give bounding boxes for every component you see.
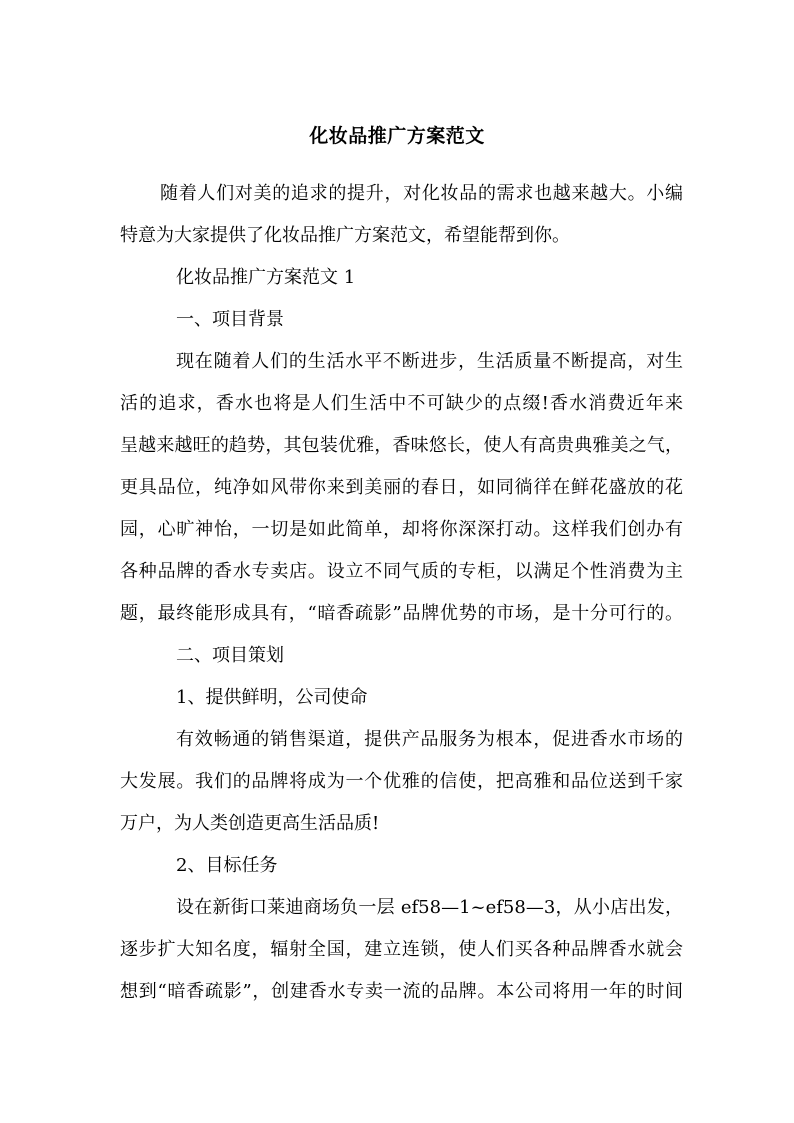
paragraph-line: 大发展。我们的品牌将成为一个优雅的信使，把高雅和品位送到千家: [120, 771, 683, 792]
subsection-heading: 1、提供鲜明，公司使命: [176, 687, 368, 708]
paragraph-line: 有效畅通的销售渠道，提供产品服务为根本，促进香水市场的: [176, 729, 683, 750]
paragraph-line: 设在新街口莱迪商场负一层 ef58—1~ef58—3，从小店出发，: [176, 897, 683, 918]
section-heading: 一、项目背景: [176, 309, 284, 330]
paragraph-line: 随着人们对美的追求的提升，对化妆品的需求也越来越大。小编: [160, 183, 683, 204]
paragraph-line: 题，最终能形成具有，“暗香疏影”品牌优势的市场，是十分可行的。: [120, 603, 683, 624]
paragraph-line: 呈越来越旺的趋势，其包装优雅，香味悠长，使人有高贵典雅美之气，: [120, 435, 683, 456]
paragraph-line: 更具品位，纯净如风带你来到美丽的春日，如同徜徉在鲜花盛放的花: [120, 477, 683, 498]
paragraph-line: 想到“暗香疏影”，创建香水专卖一流的品牌。本公司将用一年的时间: [120, 981, 683, 1002]
paragraph-line: 万户，为人类创造更高生活品质!: [120, 813, 380, 834]
section-heading: 二、项目策划: [176, 645, 284, 666]
paragraph-line: 逐步扩大知名度，辐射全国，建立连锁，使人们买各种品牌香水就会: [120, 939, 683, 960]
section-heading: 化妆品推广方案范文 1: [176, 267, 356, 288]
paragraph-line: 特意为大家提供了化妆品推广方案范文，希望能帮到你。: [120, 225, 570, 246]
document-title: 化妆品推广方案范文: [309, 125, 485, 147]
paragraph-line: 现在随着人们的生活水平不断进步，生活质量不断提高，对生: [176, 351, 683, 372]
paragraph-line: 活的追求，香水也将是人们生活中不可缺少的点缀!香水消费近年来: [120, 393, 683, 414]
subsection-heading: 2、目标任务: [176, 855, 278, 876]
paragraph-line: 园，心旷神怡，一切是如此简单，却将你深深打动。这样我们创办有: [120, 519, 683, 540]
paragraph-line: 各种品牌的香水专卖店。设立不同气质的专柜，以满足个性消费为主: [120, 561, 683, 582]
